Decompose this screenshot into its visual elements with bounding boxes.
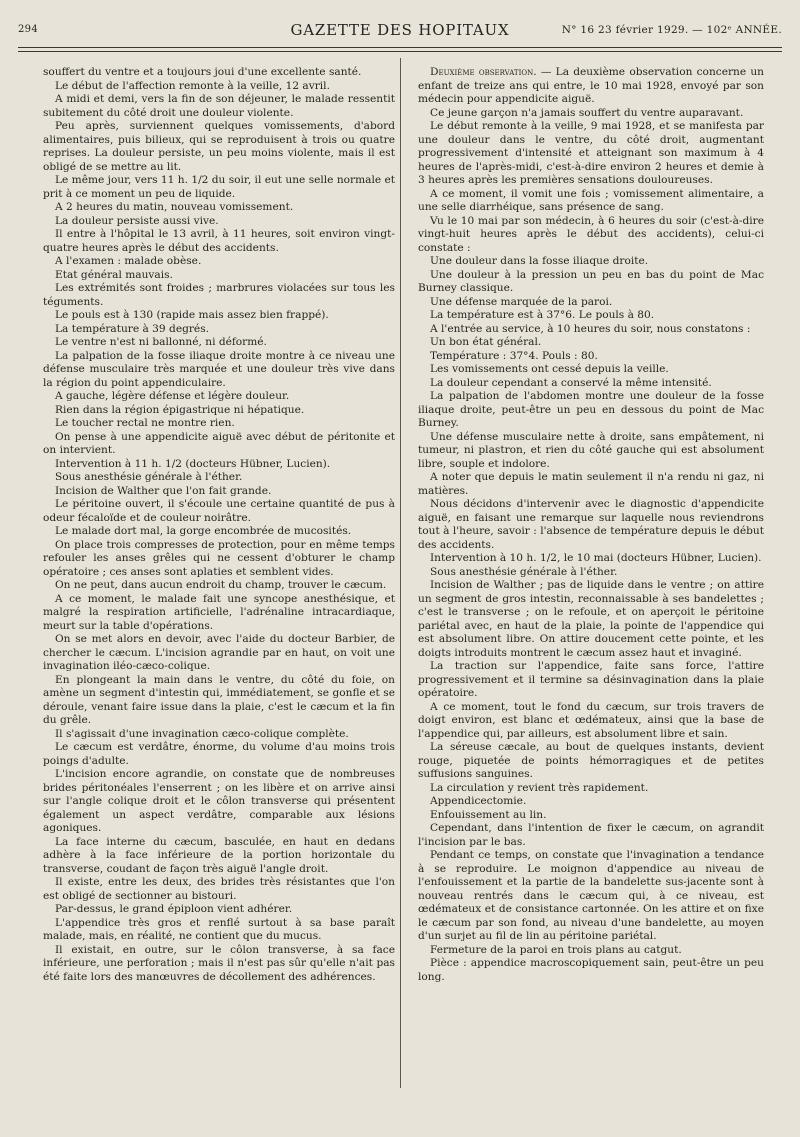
paragraph: Etat général mauvais. <box>55 268 173 281</box>
paragraph: Intervention à 11 h. 1/2 (docteurs Hübner, Lucien). <box>55 457 331 470</box>
paragraph: souffert du ventre et a toujours joui d'une excellente santé. <box>43 66 362 78</box>
paragraph: A midi et demi, vers la fin de son déjeuner, le malade ressentit subitement du côté droit une douleur violente. <box>43 93 395 119</box>
paragraph: La séreuse cæcale, au bout de quelques instants, devient rouge, piquetée de points hémorragiques et de petites suffusions sanguines. <box>418 741 764 780</box>
paragraph: A ce moment, tout le fond du cæcum, sur trois travers de doigt environ, est blanc et œdémateux, ainsi que la base de l'appendice qui, par ailleurs, est absolument libre et sain. <box>418 700 764 740</box>
paragraph: Rien dans la région épigastrique ni hépatique. <box>55 403 305 416</box>
paragraph: Le cæcum est verdâtre, énorme, du volume d'au moins trois poings d'adulte. <box>43 741 395 767</box>
paragraph: Une douleur à la pression un peu en bas du point de Mac Burney classique. <box>418 268 764 294</box>
paragraph: Intervention à 10 h. 1/2, le 10 mai (docteurs Hübner, Lucien). <box>430 552 762 564</box>
paragraph: Pièce : appendice macroscopiquement sain, peut-être un peu long. <box>418 957 764 983</box>
paragraph: Cependant, dans l'intention de fixer le cæcum, on agrandit l'incision par le bas. <box>418 822 764 848</box>
paragraph: A 2 heures du matin, nouveau vomissement. <box>55 201 294 213</box>
paragraph: A ce moment, le malade fait une syncope anesthésique, et malgré la respiration artificielle, l'adrénaline intracardiaque, meurt sur la table d'opérations. <box>43 592 395 632</box>
paragraph: Ce jeune garçon n'a jamais souffert du ventre auparavant. <box>430 106 744 119</box>
paragraph: On place trois compresses de protection, pour en même temps refouler les anses grêles qui ne cessent d'obturer le champ opératoire ; ces anses sont aplaties et semblent vides. <box>43 538 395 578</box>
paragraph: Enfouissement au lin. <box>430 808 547 821</box>
left-column <box>43 66 395 984</box>
paragraph: Le ventre n'est ni ballonné, ni déformé. <box>55 336 267 348</box>
paragraph: En plongeant la main dans le ventre, du côté du foie, on amène un segment d'intestin qui, immédiatement, se gonfle et se déroule, venant faire issue dans la plaie, c'est le cæcum et la fin du grêle. <box>43 673 395 726</box>
paragraph: Il entre à l'hôpital le 13 avril, à 11 heures, soit environ vingt-quatre heures après le début des accidents. <box>43 228 395 254</box>
paragraph: Une défense marquée de la paroi. <box>430 295 613 308</box>
paragraph: Température : 37°4. Pouls : 80. <box>430 349 598 362</box>
paragraph: Fermeture de la paroi en trois plans au catgut. <box>430 943 682 956</box>
paragraph: Sous anesthésie générale à l'éther. <box>430 565 618 578</box>
paragraph: Le début remonte à la veille, 9 mai 1928, et se manifesta par une douleur dans le ventre, du côté droit, augmentant progressivement d'intensité et atteignant son maximum à 4 heures de l'après-midi, c'est-à-dire environ 2 heures et demie à 3 heures après les premières sensations douloureuses. <box>418 120 764 186</box>
paragraph: On ne peut, dans aucun endroit du champ, trouver le cæcum. <box>55 579 387 591</box>
paragraph: A l'entrée au service, à 10 heures du soir, nous constatons : <box>430 322 751 335</box>
paragraph: On pense à une appendicite aiguë avec début de péritonite et on intervient. <box>43 430 395 456</box>
paragraph: Une douleur dans la fosse iliaque droite. <box>430 255 649 267</box>
paragraph: Le pouls est à 130 (rapide mais assez bien frappé). <box>55 309 329 321</box>
paragraph: Le début de l'affection remonte à la veille, 12 avril. <box>55 79 330 92</box>
paragraph: A l'examen : malade obèse. <box>55 255 202 267</box>
paragraph: La douleur cependant a conservé la même intensité. <box>430 376 712 389</box>
paragraph: A noter que depuis le matin seulement il n'a rendu ni gaz, ni matières. <box>418 471 764 497</box>
paragraph: L'appendice très gros et renflé surtout à sa base paraît malade, mais, en réalité, ne contient que du mucus. <box>43 916 395 942</box>
paragraph: Le péritoine ouvert, il s'écoule une certaine quantité de pus à odeur fécaloïde et de couleur noirâtre. <box>43 498 395 524</box>
paragraph: Le même jour, vers 11 h. 1/2 du soir, il eut une selle normale et prit à ce moment un peu de liquide. <box>43 174 395 200</box>
paragraph: Appendicectomie. <box>430 795 527 807</box>
observation-intro <box>418 66 764 107</box>
paragraph: A ce moment, il vomit une fois ; vomissement alimentaire, a une selle diarrhéique, sans présence de sang. <box>418 187 764 213</box>
paragraph: La traction sur l'appendice, faite sans force, l'attire progressivement et il termine sa désinvagination dans la plaie opératoire. <box>418 660 764 699</box>
paragraph: Il existe, entre les deux, des brides très résistantes que l'on est obligé de sectionner au bistouri. <box>43 876 395 902</box>
paragraph: Le toucher rectal ne montre rien. <box>55 417 235 429</box>
paragraph: L'incision encore agrandie, on constate que de nombreuses brides péritonéales l'enserrent ; on les libère et on arrive ainsi sur l'angle colique droit et le côlon transverse qui présentent également un aspect verdâtre, comparable aux lésions agoniques. <box>43 768 395 834</box>
paragraph: Incision de Walther que l'on fait grande. <box>55 484 272 497</box>
observation-intro-text: — La deuxième observation concerne un enfant de treize ans qui entre, le 10 mai 1928, envoyé par son médecin pour appendicite aiguë. <box>418 66 765 105</box>
paragraph: La température à 39 degrés. <box>55 322 210 335</box>
right-column <box>418 66 764 984</box>
paragraph: Par-dessus, le grand épiploon vient adhérer. <box>55 903 293 915</box>
paragraph: Les vomissements ont cessé depuis la veille. <box>430 363 669 375</box>
header-rule-thin <box>18 51 782 52</box>
paragraph: La circulation y revient très rapidement. <box>430 781 649 794</box>
paragraph: Le malade dort mal, la gorge encombrée de mucosités. <box>55 525 352 537</box>
paragraph: La face interne du cæcum, basculée, en haut en dedans adhère à la face inférieure de la portion horizontale du transverse, coudant de façon très aiguë l'angle droit. <box>43 835 395 875</box>
paragraph: Vu le 10 mai par son médecin, à 6 heures du soir (c'est-à-dire vingt-huit heures après le début des accidents), celui-ci constate : <box>418 214 764 254</box>
paragraph: La palpation de l'abdomen montre une douleur de la fosse iliaque droite, peut-être un peu en dessous du point de Mac Burney. <box>418 390 764 429</box>
paragraph: La douleur persiste aussi vive. <box>55 214 219 227</box>
paragraph: A gauche, légère défense et légère douleur. <box>55 390 290 402</box>
paragraph: Incision de Walther ; pas de liquide dans le ventre ; on attire un segment de gros intestin, reconnaissable à ses bandelettes ; c'est le transverse ; on le refoule, et on aperçoit le péritoine pariétal avec, en haut de la plaie, la pointe de l'appendice qui est absolument libre. On attire doucement cette pointe, et les doigts introduits montrent le cæcum assez haut et invaginé. <box>418 579 764 659</box>
paragraph: Il existait, en outre, sur le côlon transverse, à sa face inférieure, une perforation ; mais il n'est pas sûr qu'elle n'ait pas été faite lors des manœuvres de décollement des adhérences. <box>43 943 395 983</box>
paragraph: Les extrémités sont froides ; marbrures violacées sur tous les téguments. <box>43 282 395 308</box>
paragraph: Nous décidons d'intervenir avec le diagnostic d'appendicite aiguë, en faisant une remarque sur laquelle nous reviendrons tout à l'heure, savoir : l'absence de température depuis le début des accidents. <box>418 498 764 551</box>
paragraph: Une défense musculaire nette à droite, sans empâtement, ni tumeur, ni plastron, et rien du côté gauche qui est absolument libre, souple et indolore. <box>418 430 764 470</box>
observation-heading: Deuxième observation. <box>430 66 537 78</box>
journal-title: GAZETTE DES HOPITAUX <box>290 21 510 39</box>
paragraph: Sous anesthésie générale à l'éther. <box>55 471 243 483</box>
header-rule <box>18 47 782 48</box>
issue-info: N° 16 23 février 1929. — 102ᵉ ANNÉE. <box>561 24 782 36</box>
paragraph: Un bon état général. <box>430 336 542 348</box>
page-number: 294 <box>18 24 38 35</box>
paragraph: La palpation de la fosse iliaque droite montre à ce niveau une défense musculaire très marquée et une douleur très vive dans la région du point appendiculaire. <box>43 349 395 389</box>
page-header <box>18 18 782 42</box>
paragraph: On se met alors en devoir, avec l'aide du docteur Barbier, de chercher le cæcum. L'incision agrandie par en haut, on voit une invagination iléo-cæco-colique. <box>43 633 395 672</box>
paragraph: Peu après, surviennent quelques vomissements, d'abord alimentaires, puis bilieux, qui se reproduisent à trois ou quatre reprises. La douleur persiste, un peu moins violente, mais il est obligé de se mettre au lit. <box>43 120 395 173</box>
paragraph: La température est à 37°6. Le pouls à 80. <box>430 309 655 321</box>
paragraph: Pendant ce temps, on constate que l'invagination a tendance à se reproduire. Le moignon d'appendice au niveau de l'enfouissement et la partie de la bandelette sus-jacente sont à nouveau rentrés dans le cæcum qui, à ce niveau, est œdémateux et de consistance cartonnée. On les attire et on fixe le cæcum par son fond, au niveau d'une bandelette, au moyen d'un surjet au fil de lin au péritoine pariétal. <box>418 849 764 942</box>
paragraph: Il s'agissait d'une invagination cæco-colique complète. <box>55 727 349 740</box>
column-divider <box>400 58 401 1088</box>
